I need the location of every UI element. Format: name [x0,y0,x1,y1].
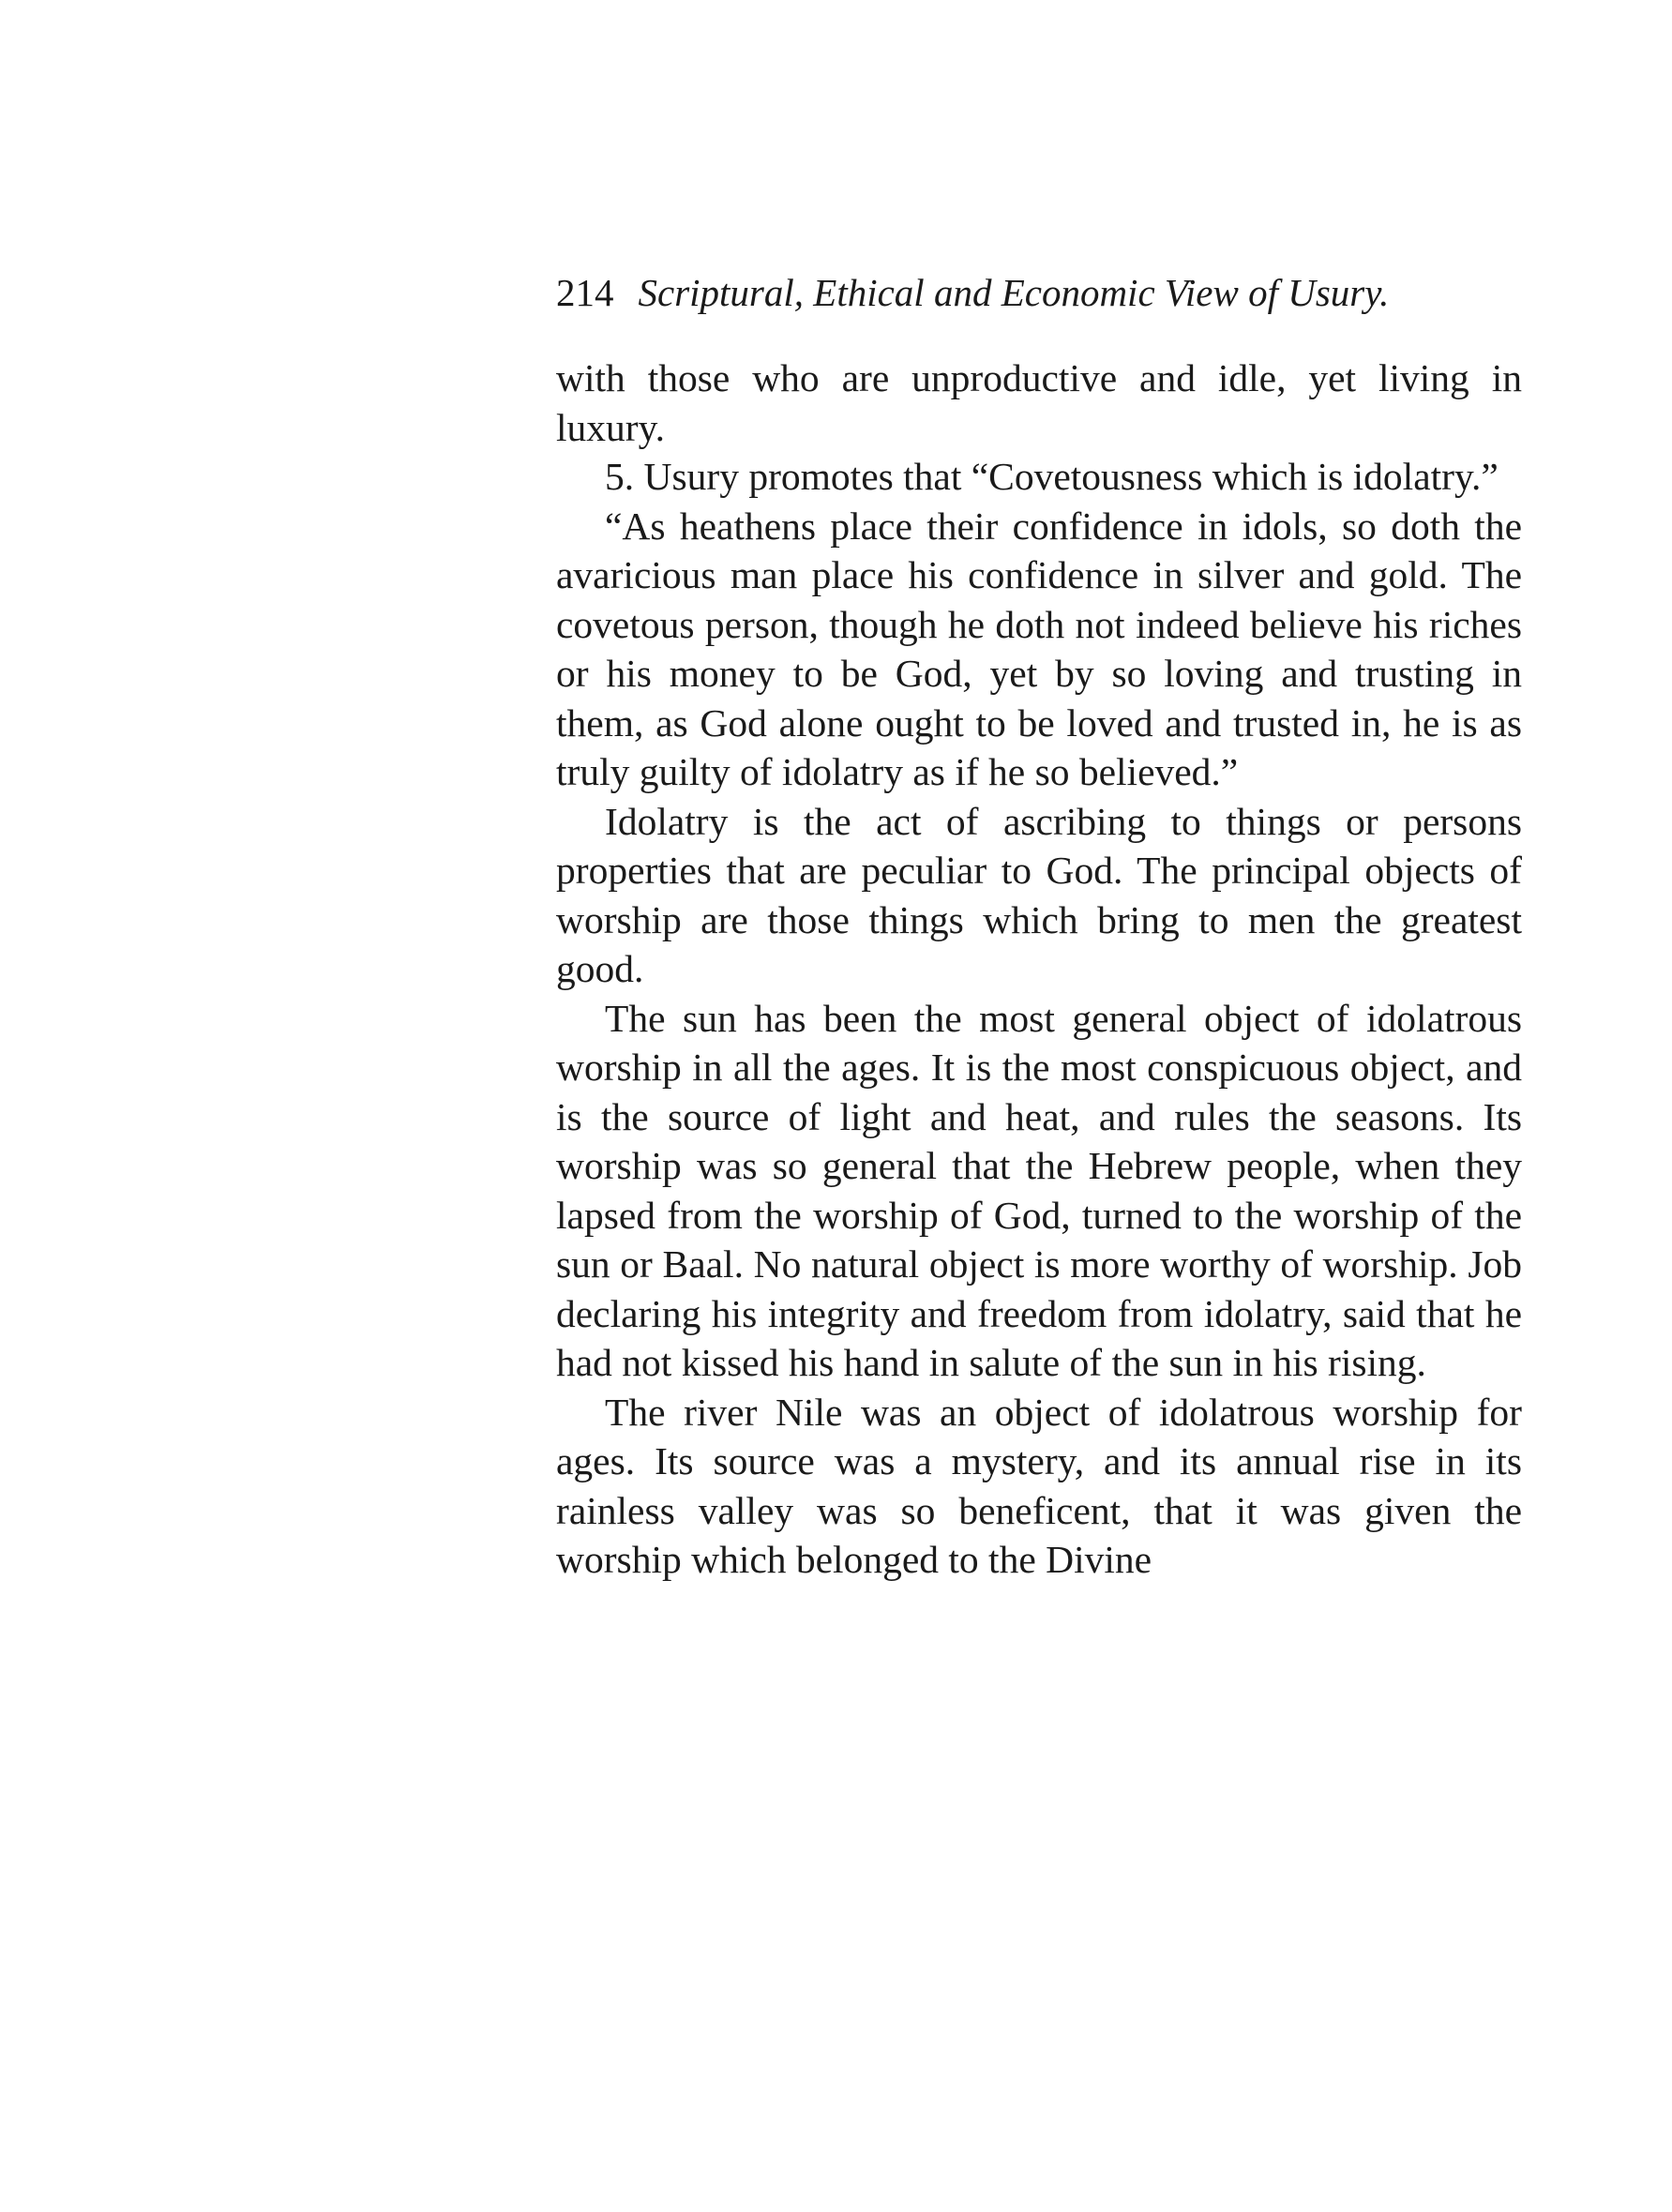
page-number: 214 [556,271,614,314]
paragraph-sun-worship: The sun has been the most general object of idolatrous worship in all the ages. It is the most conspicuous object, and is the source of light and heat, and rules the seasons. Its worship was so general that the Hebrew people, when they lapsed from the worship of God, turned to the worship of the sun or Baal. No natural object is more worthy of worship. Job declaring his integrity and freedom from idolatry, said that he had not kissed his hand in salute of the sun in his rising. [556,996,1522,1384]
paragraph-quotation: “As heathens place their confidence in idols, so doth the avaricious man place his confidence in silver and gold. The covetous person, though he doth not indeed believe his riches or his money to be God, yet by so loving and trusting in them, as God alone ought to be loved and trusted in, he is as truly guilty of idolatry as if he so believed.” [556,504,1522,793]
running-head [556,267,1522,318]
paragraph-point-5: 5. Usury promotes that “Covetousness which is idolatry.” [605,455,1499,498]
book-title: Scriptural, Ethical and Economic View of Usury. [638,271,1390,314]
paragraph-continuation: with those who are unproductive and idle, yet living in luxury. [556,356,1522,449]
body-text [556,354,1522,1585]
paragraph-nile-worship: The river Nile was an object of idolatrous worship for ages. Its source was a mystery, and its annual rise in its rainless valley was so beneficent, that it was given the worship which belonged to the Divine [556,1390,1522,1581]
paragraph-idolatry-definition: Idolatry is the act of ascribing to things or persons properties that are peculiar to God. The principal objects of worship are those things which bring to men the greatest good. [556,799,1522,990]
